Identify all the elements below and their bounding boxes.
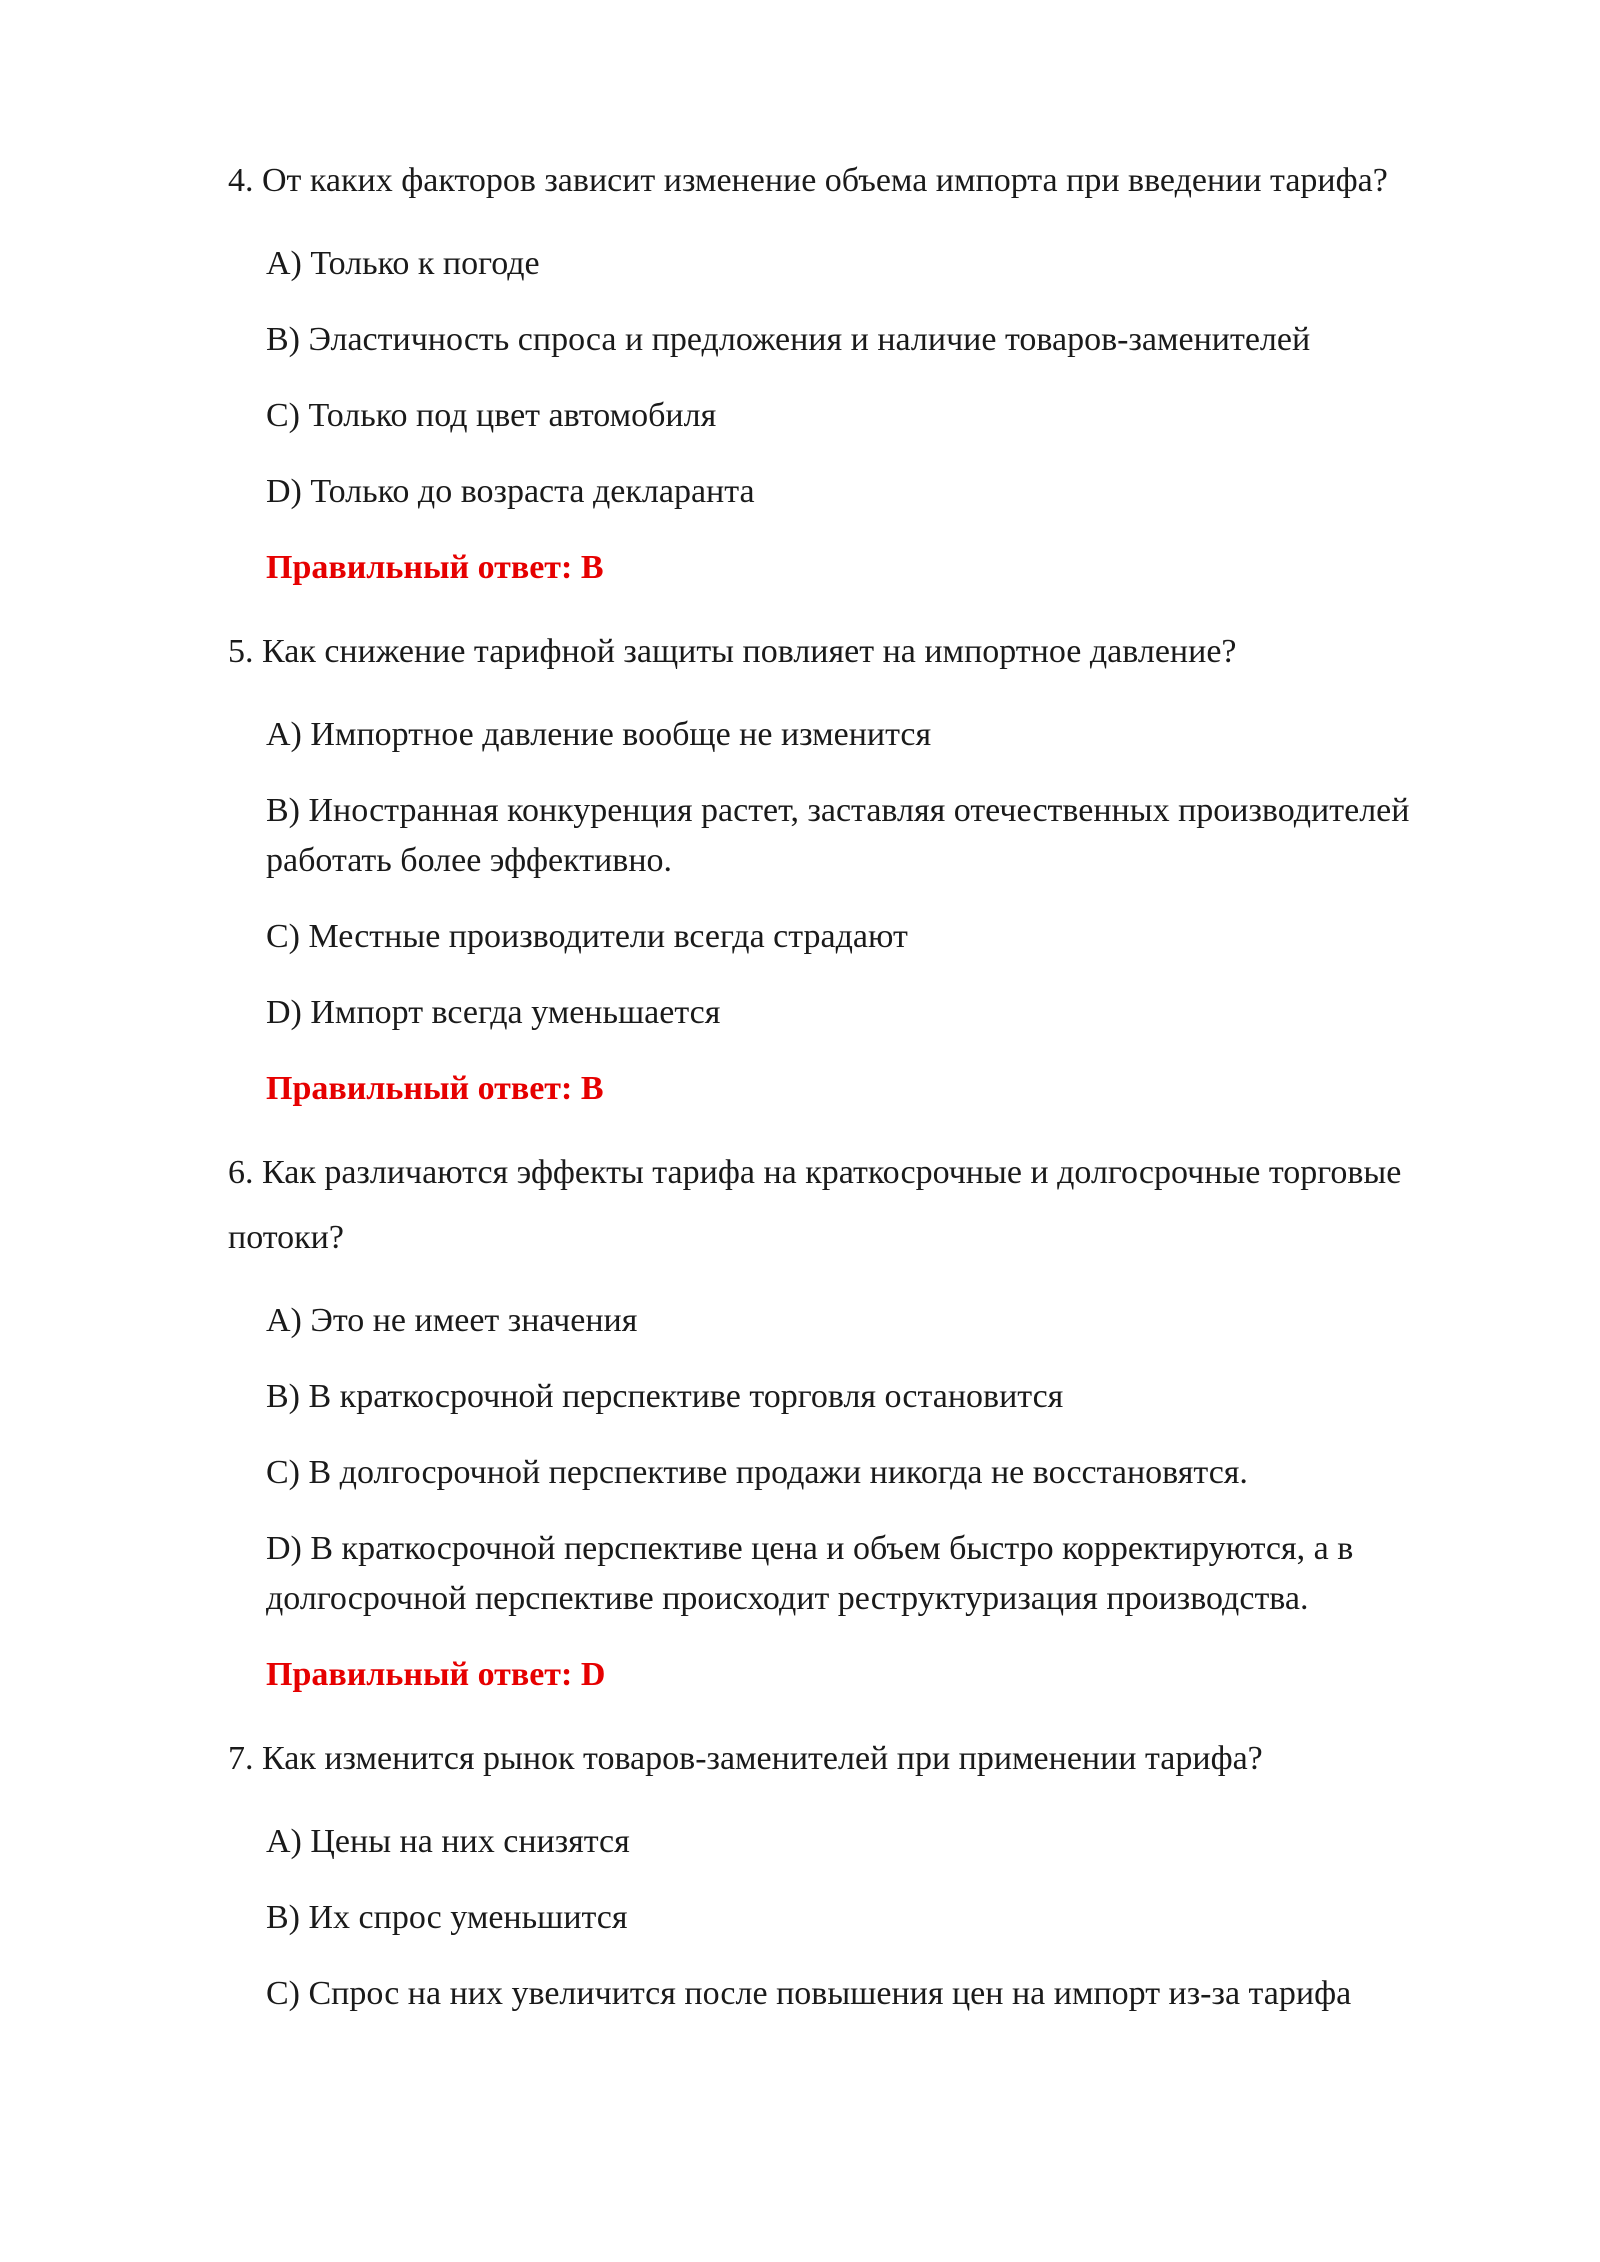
question-text: 6. Как различаются эффекты тарифа на краткосрочные и долгосрочные торговые потоки? (228, 1154, 1402, 1256)
option-c: C) Местные производители всегда страдают (266, 918, 908, 955)
option-d: D) Импорт всегда уменьшается (266, 994, 721, 1031)
question-block-4 (228, 148, 1488, 593)
option-a: A) Цены на них снизятся (266, 1823, 630, 1860)
option-d: D) В краткосрочной перспективе цена и объем быстро корректируются, а в долгосрочной перспективе происходит реструктуризация производства. (266, 1530, 1354, 1617)
question-text: 7. Как изменится рынок товаров-заменителей при применении тарифа? (228, 1740, 1263, 1777)
question-block-5 (228, 619, 1488, 1114)
document-page (228, 148, 1488, 2045)
option-list (228, 1817, 1488, 2019)
option-d: D) Только до возраста декларанта (266, 473, 755, 510)
correct-answer: Правильный ответ: D (266, 1656, 606, 1693)
option-b: B) Иностранная конкуренция растет, заставляя отечественных производителей работать более эффективно. (266, 792, 1410, 879)
question-block-7 (228, 1726, 1488, 2019)
option-b: B) В краткосрочной перспективе торговля остановится (266, 1378, 1064, 1415)
option-list (228, 710, 1488, 1038)
question-block-6 (228, 1140, 1488, 1700)
option-b: B) Эластичность спроса и предложения и наличие товаров-заменителей (266, 321, 1311, 358)
question-text: 4. От каких факторов зависит изменение объема импорта при введении тарифа? (228, 162, 1388, 199)
option-list (228, 239, 1488, 517)
option-b: B) Их спрос уменьшится (266, 1899, 628, 1936)
option-list (228, 1296, 1488, 1624)
correct-answer: Правильный ответ: B (266, 1070, 604, 1107)
option-c: C) Только под цвет автомобиля (266, 397, 717, 434)
option-a: A) Только к погоде (266, 245, 540, 282)
option-a: A) Это не имеет значения (266, 1302, 638, 1339)
option-c: C) В долгосрочной перспективе продажи никогда не восстановятся. (266, 1454, 1248, 1491)
correct-answer: Правильный ответ: B (266, 549, 604, 586)
option-c: C) Спрос на них увеличится после повышения цен на импорт из-за тарифа (266, 1975, 1352, 2012)
option-a: A) Импортное давление вообще не изменится (266, 716, 932, 753)
question-text: 5. Как снижение тарифной защиты повлияет на импортное давление? (228, 633, 1237, 670)
